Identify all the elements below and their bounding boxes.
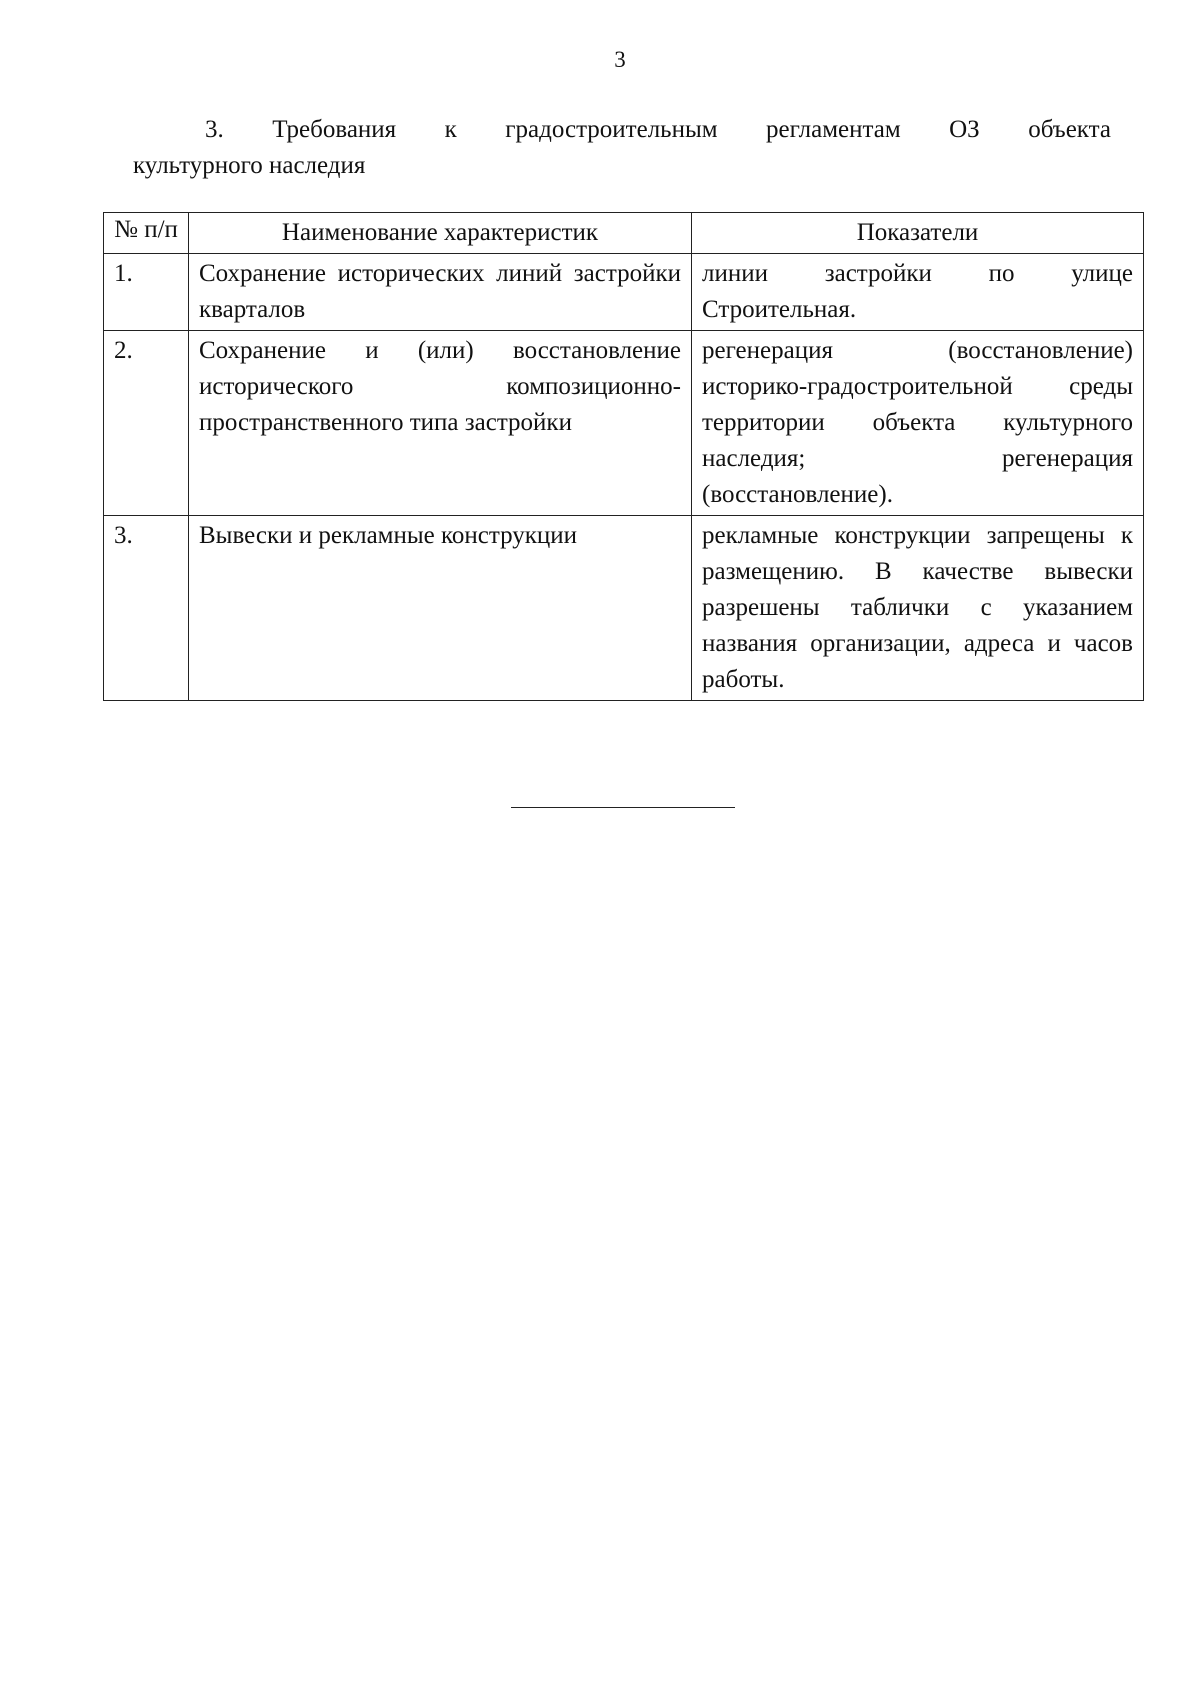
heading-number: 3.: [205, 116, 224, 143]
section-heading-line2: культурного наследия: [133, 152, 366, 179]
header-characteristic-name: Наименование характеристик: [189, 213, 692, 254]
row-indicator: регенерация (восстановление) историко-градостроительной среды территории объекта культурного наследия; регенерация (восстановление).: [692, 331, 1144, 516]
table-row: [104, 331, 1144, 516]
table-header-row: [104, 213, 1144, 254]
header-number: № п/п: [104, 213, 189, 254]
row-characteristic: Сохранение и (или) восстановление исторического композиционно-пространственного типа застройки: [189, 331, 692, 516]
row-characteristic: Сохранение исторических линий застройки кварталов: [189, 254, 692, 331]
row-number: 3.: [104, 516, 189, 701]
heading-word: к: [444, 116, 457, 143]
heading-word: Требования: [272, 116, 397, 143]
page-number: 3: [614, 47, 626, 72]
requirements-table: [103, 212, 1144, 701]
row-indicator: рекламные конструкции запрещены к размещению. В качестве вывески разрешены таблички с указанием названия организации, адреса и часов работы.: [692, 516, 1144, 701]
heading-word: объекта: [1028, 116, 1111, 143]
header-indicators: Показатели: [692, 213, 1144, 254]
section-heading: [133, 112, 1111, 184]
end-of-text-rule: [511, 807, 735, 808]
section-heading-line1: [133, 112, 1111, 148]
row-number: 1.: [104, 254, 189, 331]
row-characteristic: Вывески и рекламные конструкции: [189, 516, 692, 701]
row-number: 2.: [104, 331, 189, 516]
row-indicator: линии застройки по улице Строительная.: [692, 254, 1144, 331]
heading-word: градостроительным: [505, 116, 718, 143]
heading-word: ОЗ: [949, 116, 980, 143]
table-row: [104, 516, 1144, 701]
table-row: [104, 254, 1144, 331]
heading-word: регламентам: [766, 116, 901, 143]
